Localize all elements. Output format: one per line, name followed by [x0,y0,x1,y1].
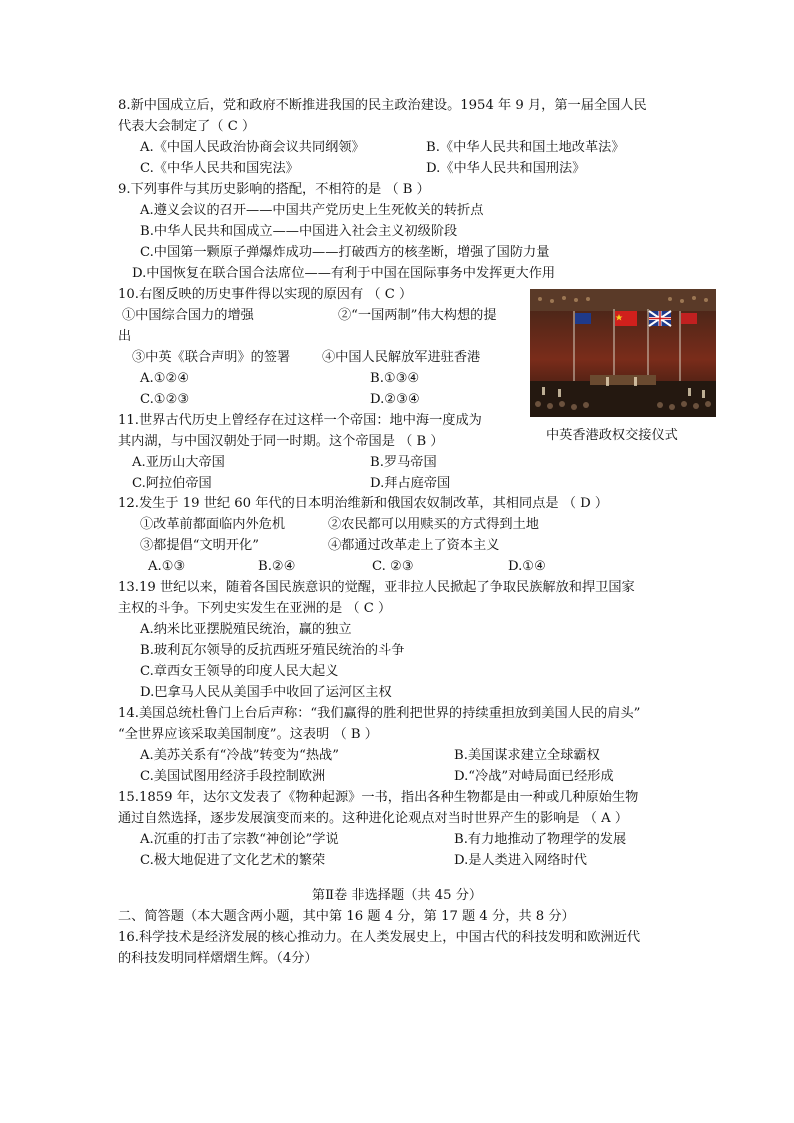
q15-option-d: D.是人类进入网络时代 [454,853,587,868]
q13-option-b: B.玻利瓦尔领导的反抗西班牙殖民统治的斗争 [140,643,405,658]
q12-choice-1: ①改革前都面临内外危机 [140,517,286,532]
q10-choice-2: ②“一国两制”伟大构想的提 [338,308,497,323]
q9-option-c: C.中国第一颗原子弹爆炸成功——打破西方的核垄断，增强了国防力量 [140,245,550,260]
q12-option-d: D.①④ [508,559,546,574]
q10-option-b: B.①③④ [370,371,420,386]
q11-option-a: A.亚历山大帝国 [132,455,225,470]
q13-stem-line1: 13.19 世纪以来，随着各国民族意识的觉醒，亚非拉人民掀起了争取民族解放和捍卫国家 [118,580,635,595]
q14-option-c: C.美国试图用经济手段控制欧洲 [140,769,326,784]
q10-choice-1: ①中国综合国力的增强 [122,308,254,323]
q13-option-a: A.纳米比亚摆脱殖民统治，赢的独立 [140,622,352,637]
q14-stem-line2: “全世界应该采取美国制度”。这表明 （ B ） [118,727,378,742]
q13-option-c: C.章西女王领导的印度人民大起义 [140,664,339,679]
q15-option-c: C.极大地促进了文化艺术的繁荣 [140,853,326,868]
q14-option-d: D.“冷战”对峙局面已经形成 [454,769,614,784]
q11-stem-line2: 其内湖，与中国汉朝处于同一时期。这个帝国是 （ B ） [118,434,444,449]
q15-option-b: B.有力地推动了物理学的发展 [454,832,627,847]
ceremony-scene-image [530,289,716,417]
q8-option-d: D.《中华人民共和国刑法》 [426,161,586,176]
q8-option-b: B.《中华人民共和国土地改革法》 [426,140,625,155]
q12-option-c: C. ②③ [372,559,414,574]
q10-choice-3: ③中英《联合声明》的签署 [132,350,291,365]
q9-stem: 9.下列事件与其历史影响的搭配，不相符的是 （ B ） [118,182,430,197]
q10-option-d: D.②③④ [370,392,420,407]
q12-choice-2: ②农民都可以用赎买的方式得到土地 [328,517,539,532]
q8-option-a: A.《中国人民政治协商会议共同纲领》 [140,140,365,155]
q10-stem: 10.右图反映的历史事件得以实现的原因有 （ C ） [118,287,413,302]
q11-option-b: B.罗马帝国 [370,455,437,470]
q8-stem-line1: 8.新中国成立后，党和政府不断推进我国的民主政治建设。1954 年 9 月，第一届全国人民 [118,98,647,113]
q14-option-a: A.美苏关系有“冷战”转变为“热战” [140,748,339,763]
q10-choice-4: ④中国人民解放军进驻香港 [322,350,481,365]
q11-option-d: D.拜占庭帝国 [370,476,451,491]
photo-caption: 中英香港政权交接仪式 [546,428,678,443]
q10-option-a: A.①②④ [140,371,190,386]
q11-option-c: C.阿拉伯帝国 [132,476,212,491]
q14-option-b: B.美国谋求建立全球霸权 [454,748,600,763]
q12-choice-3: ③都提倡“文明开化” [140,538,259,553]
q13-option-d: D.巴拿马人民从美国手中收回了运河区主权 [140,685,392,700]
section-heading: 二、简答题（本大题含两小题，其中第 16 题 4 分，第 17 题 4 分，共 8 分） [118,909,575,924]
q9-option-d: D.中国恢复在联合国合法席位——有利于中国在国际事务中发挥更大作用 [132,266,556,281]
q11-stem-line1: 11.世界古代历史上曾经存在过这样一个帝国：地中海一度成为 [118,413,482,428]
q8-stem-line2: 代表大会制定了（ C ） [118,119,256,134]
q9-option-a: A.遵义会议的召开——中国共产党历史上生死攸关的转折点 [140,203,484,218]
q10-choice-2-cont: 出 [118,329,132,344]
q12-choice-4: ④都通过改革走上了资本主义 [328,538,500,553]
part2-title: 第Ⅱ卷 非选择题（共 45 分） [311,888,483,903]
q15-stem-line1: 15.1859 年，达尔文发表了《物种起源》一书，指出各种生物都是由一种或几种原始生物 [118,790,639,805]
q12-stem: 12.发生于 19 世纪 60 年代的日本明治维新和俄国农奴制改革，其相同点是 （ D ） [118,496,609,511]
q15-stem-line2: 通过自然选择，逐步发展演变而来的。这种进化论观点对当时世界产生的影响是 （ A ） [118,811,629,826]
q16-stem-line1: 16.科学技术是经济发展的核心推动力。在人类发展史上，中国古代的科技发明和欧洲近代 [118,930,641,945]
q10-option-c: C.①②③ [140,392,190,407]
q8-option-c: C.《中华人民共和国宪法》 [140,161,299,176]
q14-stem-line1: 14.美国总统杜鲁门上台后声称：“我们赢得的胜利把世界的持续重担放到美国人民的肩头” [118,706,641,721]
handover-ceremony-photo [530,289,716,417]
q15-option-a: A.沉重的打击了宗教“神创论”学说 [140,832,339,847]
q9-option-b: B.中华人民共和国成立——中国进入社会主义初级阶段 [140,224,458,239]
q16-stem-line2: 的科技发明同样熠熠生辉。（4分） [118,951,318,966]
q13-stem-line2: 主权的斗争。下列史实发生在亚洲的是 （ C ） [118,601,392,616]
q12-option-b: B.②④ [258,559,296,574]
q12-option-a: A.①③ [148,559,186,574]
